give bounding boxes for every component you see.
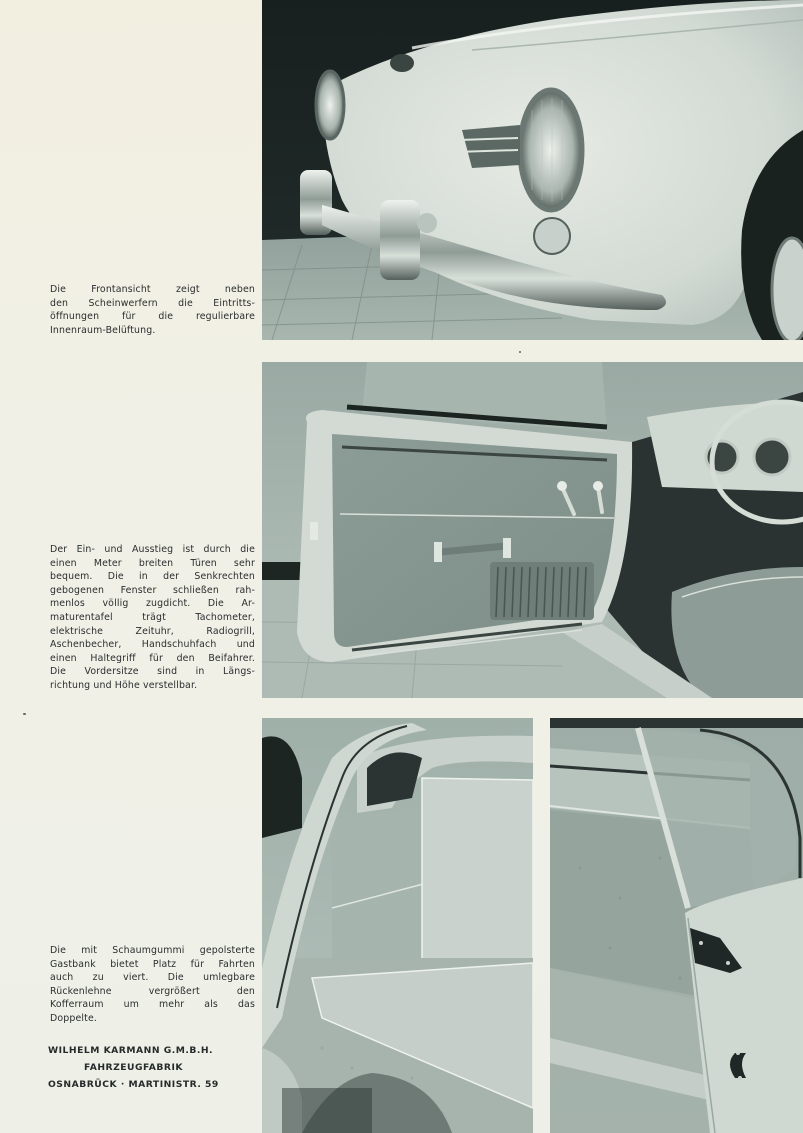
caption-door-interior xyxy=(50,543,255,693)
caption-line: elektrische Zeituhr, Radiogrill, xyxy=(50,625,255,637)
caption-line: Gastbank bietet Platz für Fahrten xyxy=(50,958,255,970)
caption-line: Die mit Schaumgummi gepolsterte xyxy=(50,945,255,956)
caption-line: bequem. Die in der Senkrechten xyxy=(50,571,255,583)
imprint-factory: FAHRZEUGFABRIK xyxy=(84,1062,183,1073)
photo-rear-luggage-area xyxy=(550,718,803,1133)
imprint-company: WILHELM KARMANN G.M.B.H. xyxy=(48,1045,214,1056)
caption-line: maturentafel trägt Tachometer, xyxy=(50,611,255,623)
caption-line: Aschenbecher, Handschuhfach und xyxy=(50,639,255,651)
print-speck xyxy=(23,713,26,715)
caption-line: Doppelte. xyxy=(50,1012,98,1024)
photo-front-view xyxy=(262,0,803,340)
caption-line: gebogenen Fenster schließen rah- xyxy=(50,584,255,596)
photo-open-door xyxy=(262,362,803,698)
caption-line: einen Haltegriff für den Beifahrer. xyxy=(50,652,255,664)
caption-line: menlos völlig zugdicht. Die Ar- xyxy=(50,598,255,610)
caption-line: richtung und Höhe verstellbar. xyxy=(50,679,198,691)
caption-line: Die Vordersitze sind in Längs- xyxy=(50,666,255,678)
caption-line: den Scheinwerfern die Eintritts- xyxy=(50,297,255,309)
caption-line: Der Ein- und Ausstieg ist durch die xyxy=(50,544,255,555)
caption-rear-seat xyxy=(50,944,255,1026)
print-speck xyxy=(519,351,521,353)
caption-front-view xyxy=(50,283,255,337)
caption-line: Kofferraum um mehr als das xyxy=(50,999,255,1011)
photo-rear-seat xyxy=(262,718,533,1133)
caption-line: Die Frontansicht zeigt neben xyxy=(50,284,255,295)
caption-line: öffnungen für die regulierbare xyxy=(50,311,255,323)
caption-line: Innenraum-Belüftung. xyxy=(50,324,156,336)
caption-line: einen Meter breiten Türen sehr xyxy=(50,557,255,569)
imprint-address: OSNABRÜCK · MARTINISTR. 59 xyxy=(48,1079,219,1090)
company-imprint xyxy=(48,1042,258,1093)
caption-line: auch zu viert. Die umlegbare xyxy=(50,972,255,984)
caption-line: Rückenlehne vergrößert den xyxy=(50,985,255,997)
